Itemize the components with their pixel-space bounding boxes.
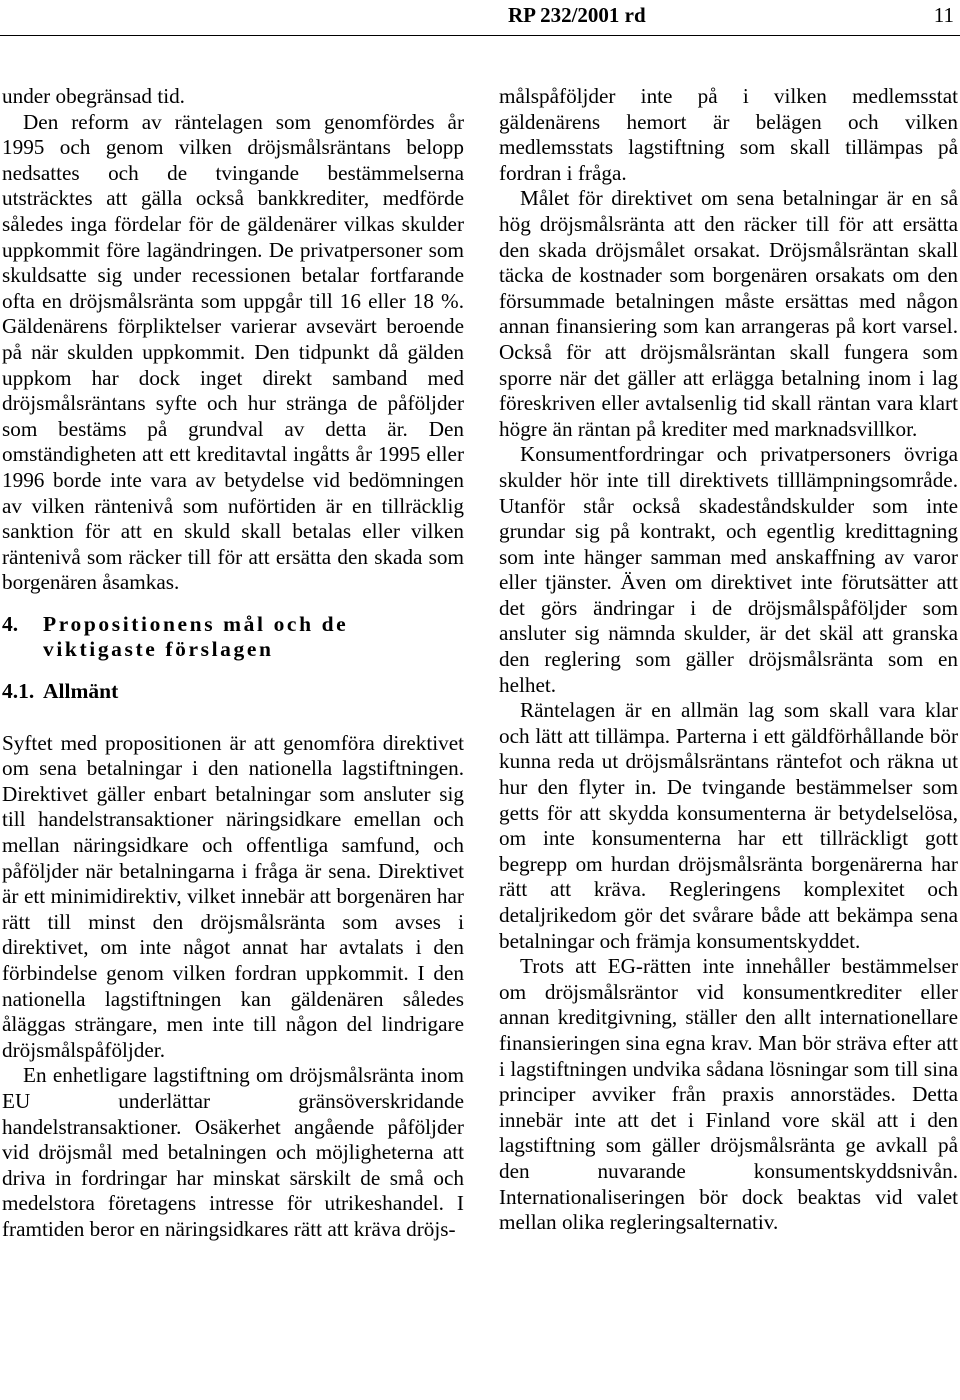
- document-id: RP 232/2001 rd: [508, 3, 646, 27]
- paragraph: Syftet med propositionen är att genomföra direktivet om sena betalningar i den nationella lagstiftningen. Direktivet gäller enbart betalningar som ansluter sig till handelstransaktioner näringsidkare emellan och mellan näringsidkare och offentliga samfund, och påföljder när betalningarna i fråga är sena. Direktivet är ett minimidirektiv, vilket innebär att borgenären har rätt till minst den dröjsmålsränta som avses i direktivet, om inte något annat har avtalats i den förbindelse genom vilken fordran uppkommit. I den nationella lagstiftningen kan gäldenären således åläggas strängare, men inte till någon del lindrigare dröjsmålspåföljder.: [2, 730, 464, 1062]
- page-header: [0, 0, 960, 40]
- paragraph: Räntelagen är en allmän lag som skall vara klar och lätt att tillämpa. Parterna i ett gäldförhållande bör kunna reda ut dröjsmålsräntans räntefot och räkna ut hur den flyter in. De tvingande bestämmelser som getts för att skydda konsumenterna är betydelselösa, om inte konsumenterna har ett tillräckligt gott begrepp om hurdan dröjsmålsränta borgenärerna har rätt att kräva. Regleringens komplexitet och detaljrikedom gör det svårare både att bekämpa sena betalningar och främja konsumentskyddet.: [499, 698, 958, 953]
- paragraph: Den reform av räntelagen som genomfördes år 1995 och genom vilken dröjsmålsräntans belopp nedsattes och de tvingande bestämmelserna utsträcktes att gälla också bankkrediter, medförde således inga fördelar för de gäldenärer vilkas skulder uppkommit före lagändringen. De privatpersoner som skuldsatte sig under recessionen betalar fortfarande ofta en dröjsmålsränta som uppgår till 16 eller 18 %. Gäldenärens förpliktelser varierar avsevärt beroende på när skulden uppkommit. Den tidpunkt då gälden uppkom har dock inget direkt samband med dröjsmålsräntans syfte och hur stränga de påföljder som bestäms på grundval av detta är. Den omständigheten att ett kreditavtal ingåtts år 1995 eller 1996 borde inte vara av betydelse vid bedömningen av vilken räntenivå som nuförtiden är en tillräcklig sanktion för att en skuld skall betalas eller vilken räntenivå som räcker till för att ersätta den skada som borgenären åsamkas.: [2, 109, 464, 595]
- section-title: Propositionens mål och de viktigaste förslagen: [43, 611, 349, 662]
- header-rule: [0, 35, 960, 36]
- paragraph: målspåföljder inte på i vilken medlemsstat gäldenärens hemort är belägen och vilken medlemsstats lagstiftning som skall tillämpas på fordran i fråga.: [499, 84, 958, 185]
- left-column: [2, 84, 464, 1243]
- subsection-number: 4.1.: [2, 679, 35, 704]
- paragraph: En enhetligare lagstiftning om dröjsmålsränta inom EU underlättar gränsöverskridande handelstransaktioner. Osäkerhet angående påföljder vid dröjsmål med betalningen och möjligheterna att driva in fordringar har minskat särskilt de små och medelstora företagens intresse för utrikeshandel. I framtiden beror en näringsidkares rätt att kräva dröjs-: [2, 1063, 464, 1241]
- paragraph: under obegränsad tid.: [2, 84, 185, 108]
- page-number: 11: [933, 3, 954, 27]
- right-column: [499, 84, 958, 1236]
- paragraph: Målet för direktivet om sena betalningar är en så hög dröjsmålsränta att den räcker till för att ersätta den skada dröjsmålet orsakat. Dröjsmålsräntan skall täcka de kostnader som borgenären orsakats om den försummade betalningen måste ersättas med någon annan finansiering som kan arrangeras på kort varsel. Också för att dröjsmålsräntan skall fungera som sporre när det gäller att erlägga betalning inom i lag föreskriven eller avtalsenlig tid skall räntan vara klart högre än räntan på krediter med marknadsvillkor.: [499, 186, 958, 441]
- paragraph: Trots att EG-rätten inte innehåller bestämmelser om dröjsmålsräntor vid konsumentkrediter eller annan kreditgivning, ställer den allt internationellare finansieringen sina egna krav. Man bör sträva efter att i lagstiftningen undvika sådana lösningar som till sina principer avviker från praxis annorstädes. Detta innebär inte att det i Finland vore skäl att i den lagstiftning som gäller dröjsmålsränta ge avkall på den nuvarande konsumentskyddsnivån. Internationaliseringen bör dock beaktas vid valet mellan olika regleringsalternativ.: [499, 954, 958, 1235]
- section-heading: [2, 612, 464, 663]
- section-number: 4.: [2, 611, 19, 636]
- paragraph: Konsumentfordringar och privatpersoners övriga skulder hör inte till direktivets tilllämpningsområde. Utanför står också skadeståndskulder som inte grundar sig på kontrakt, och egentlig kredittagning som inte hänger samman med anskaffning av varor eller tjänster. Även om direktivet inte förutsätter att det görs ändringar i de dröjsmålspåföljder som ansluter sig nämnda skulder, är det skäl att granska den reglering som gäller dröjsmålsränta som en helhet.: [499, 442, 958, 697]
- subsection-title: Allmänt: [43, 679, 119, 704]
- subsection-heading: [2, 679, 464, 705]
